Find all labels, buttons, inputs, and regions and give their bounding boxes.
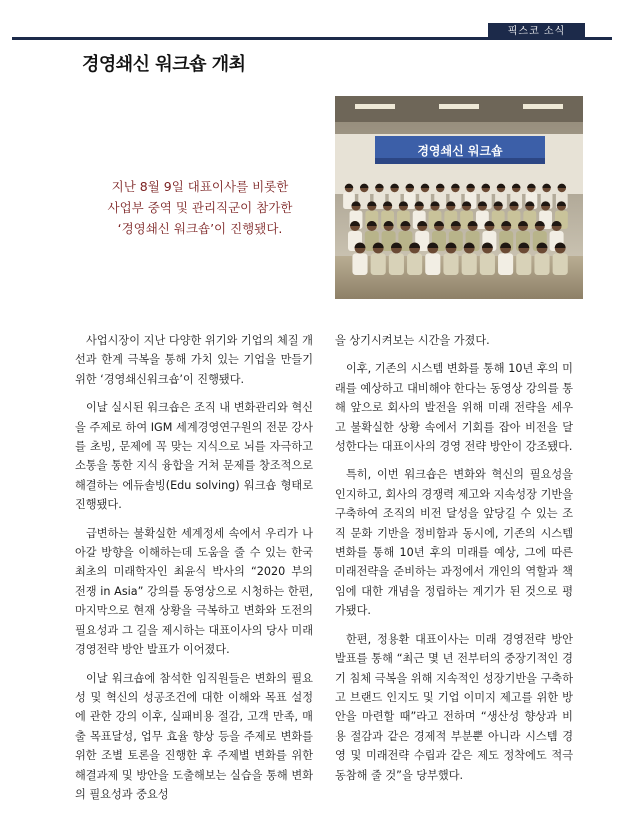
person-body	[371, 253, 386, 275]
person-body	[516, 253, 531, 275]
person-body	[352, 253, 367, 275]
paragraph: 이날 워크숍에 참석한 임직원들은 변화의 필요성 및 혁신의 성공조건에 대한 이해와 목표 설정에 관한 강의 이후, 실패비용 절감, 고객 만족, 매출 목표달성, 업무 효율 향상 등을 주제로 변화를 위한 조별 토론을 진행한 후 주제별 변화를 위한 해결과제 및 방안을 도출해보는 실습을 통해 변화의 필요성과 중요성	[75, 671, 313, 801]
article-column-left	[75, 331, 313, 813]
lead-line: ‘경영쇄신 워크숍’이 진행됐다.	[117, 221, 283, 236]
paragraph: 특히, 이번 워크숍은 변화와 혁신의 필요성을 인지하고, 회사의 경쟁력 제고와 지속성장 기반을 구축하여 조직의 비전 달성을 앞당길 수 있는 조직 문화 기반을 정비함과 동시에, 기존의 시스템 변화를 통해 10년 후의 미래를 예상, 그에 따른 미래전략을 준비하는 과정에서 개인의 역할과 책임에 대한 개념을 정립하는 계기가 된 것으로 평가됐다.	[335, 468, 573, 618]
article-column-right	[335, 331, 573, 794]
person-body	[534, 253, 549, 275]
person-body	[389, 253, 404, 275]
paragraph: 사업시장이 지난 다양한 위기와 기업의 체질 개선과 한계 극복을 통해 가치 있는 기업을 만들기 위한 ‘경영쇄신워크숍’이 진행됐다.	[75, 334, 313, 386]
person-body	[553, 253, 568, 275]
lead-line: 사업부 중역 및 관리직군이 참가한	[107, 200, 293, 215]
person-body	[407, 253, 422, 275]
group-photo	[335, 96, 583, 299]
article-lead	[80, 176, 320, 239]
person-body	[498, 253, 513, 275]
paragraph: 급변하는 불확실한 세계정세 속에서 우리가 나아갈 방향을 이해하는데 도움을 줄 수 있는 한국 최초의 미래학자인 최윤식 박사의 “2020 부의 전쟁 in Asia” 강의를 동영상으로 시청하는 한편, 마지막으로 현재 상황을 극복하고 변화와 도전의 필요성과 그 길을 제시하는 대표이사의 당사 미래 경영전략 방안 발표가 이어졌다.	[75, 526, 313, 657]
paragraph: 한편, 정용환 대표이사는 미래 경영전략 방안 발표를 통해 “최근 몇 년 전부터의 중장기적인 경기 침체 극복을 위해 지속적인 성장기반을 구축하고 브랜드 인지도 및 기업 이미지 제고를 위한 방안을 마련할 때”라고 전하며 “생산성 향상과 비용 절감과 같은 경제적 부분뿐 아니라 시스템 경영 및 미래전략 수립과 같은 제도 정착에도 적극 동참해 줄 것”을 당부했다.	[335, 632, 573, 782]
article-title: 경영쇄신 워크숍 개최	[82, 54, 246, 75]
paragraph: 이날 실시된 워크숍은 조직 내 변화관리와 혁신을 주제로 하여 IGM 세계경영연구원의 전문 강사를 초빙, 문제에 꼭 맞는 지식으로 뇌를 자극하고 소통을 통한 지식 융합을 거쳐 문제를 창조적으로 해결하는 에듀솔빙(Edu solving) 워크숍 형태로 진행됐다.	[75, 401, 313, 512]
person-body	[462, 253, 477, 275]
paragraph: 을 상기시켜보는 시간을 가졌다.	[335, 334, 490, 347]
section-tab: 픽스코 소식	[488, 23, 585, 40]
paragraph: 이후, 기존의 시스템 변화를 통해 10년 후의 미래를 예상하고 대비해야 한다는 동영상 강의를 통해 앞으로 회사의 발전을 위해 미래 전략을 세우고 불확실한 상황 속에서 기회를 잡아 비전을 달성한다는 대표이사의 경영 전략 방안이 강조됐다.	[335, 362, 573, 454]
person-body	[425, 253, 440, 275]
banner-text: 경영쇄신 워크숍	[417, 144, 503, 158]
person-body	[443, 253, 458, 275]
lead-line: 지난 8월 9일 대표이사를 비롯한	[111, 179, 289, 194]
person-body	[480, 253, 495, 275]
